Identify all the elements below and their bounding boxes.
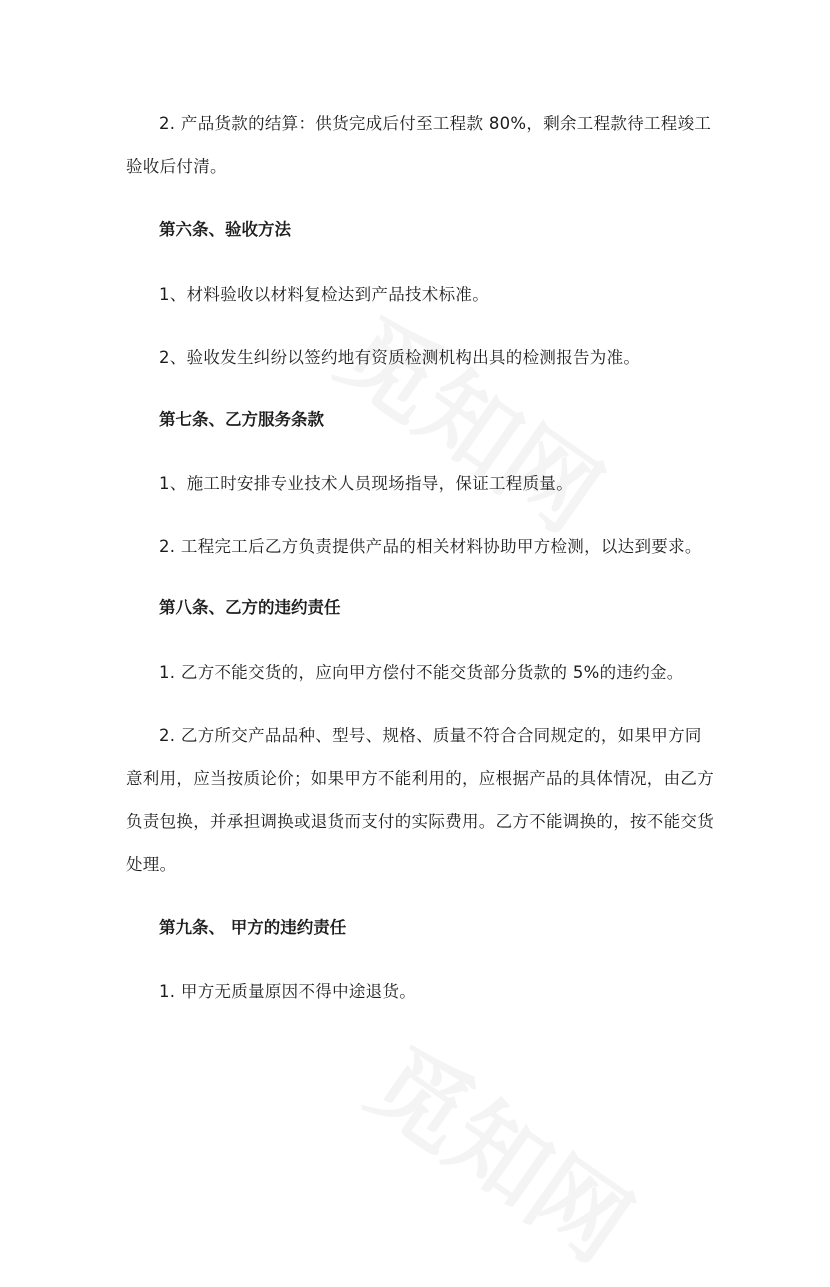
article-7-item-1: 1、施工时安排专业技术人员现场指导，保证工程质量。: [159, 474, 573, 493]
watermark: [317, 280, 631, 557]
article-7-heading: 第七条、乙方服务条款: [159, 410, 324, 429]
watermark: [347, 1010, 661, 1287]
article-7-item-2: 2. 工程完工后乙方负责提供产品的相关材料协助甲方检测，以达到要求。: [159, 537, 702, 556]
article-6-item-1: 1、材料验收以材料复检达到产品技术标准。: [159, 285, 489, 304]
article-8-item-1: 1. 乙方不能交货的，应向甲方偿付不能交货部分货款的 5%的违约金。: [159, 663, 684, 682]
article-9-heading: 第九条、 甲方的违约责任: [159, 918, 347, 937]
article-8-heading: 第八条、乙方的违约责任: [159, 598, 341, 617]
article-8-item-2: 2. 乙方所交产品品种、型号、规格、质量不符合合同规定的，如果甲方同意利用，应当按质论价；如果甲方不能利用的，应根据产品的具体情况，由乙方负责包换，并承担调换或退货而支付的实际费用。乙方不能调换的，按不能交货处理。: [126, 726, 714, 874]
article-6-heading: 第六条、验收方法: [159, 220, 291, 239]
article-6-item-2: 2、验收发生纠纷以签约地有资质检测机构出具的检测报告为准。: [159, 348, 641, 367]
article-9-item-1: 1. 甲方无质量原因不得中途退货。: [159, 982, 417, 1001]
paragraph-payment-settlement: 2. 产品货款的结算：供货完成后付至工程款 80%，剩余工程款待工程竣工验收后付清。: [126, 114, 712, 176]
